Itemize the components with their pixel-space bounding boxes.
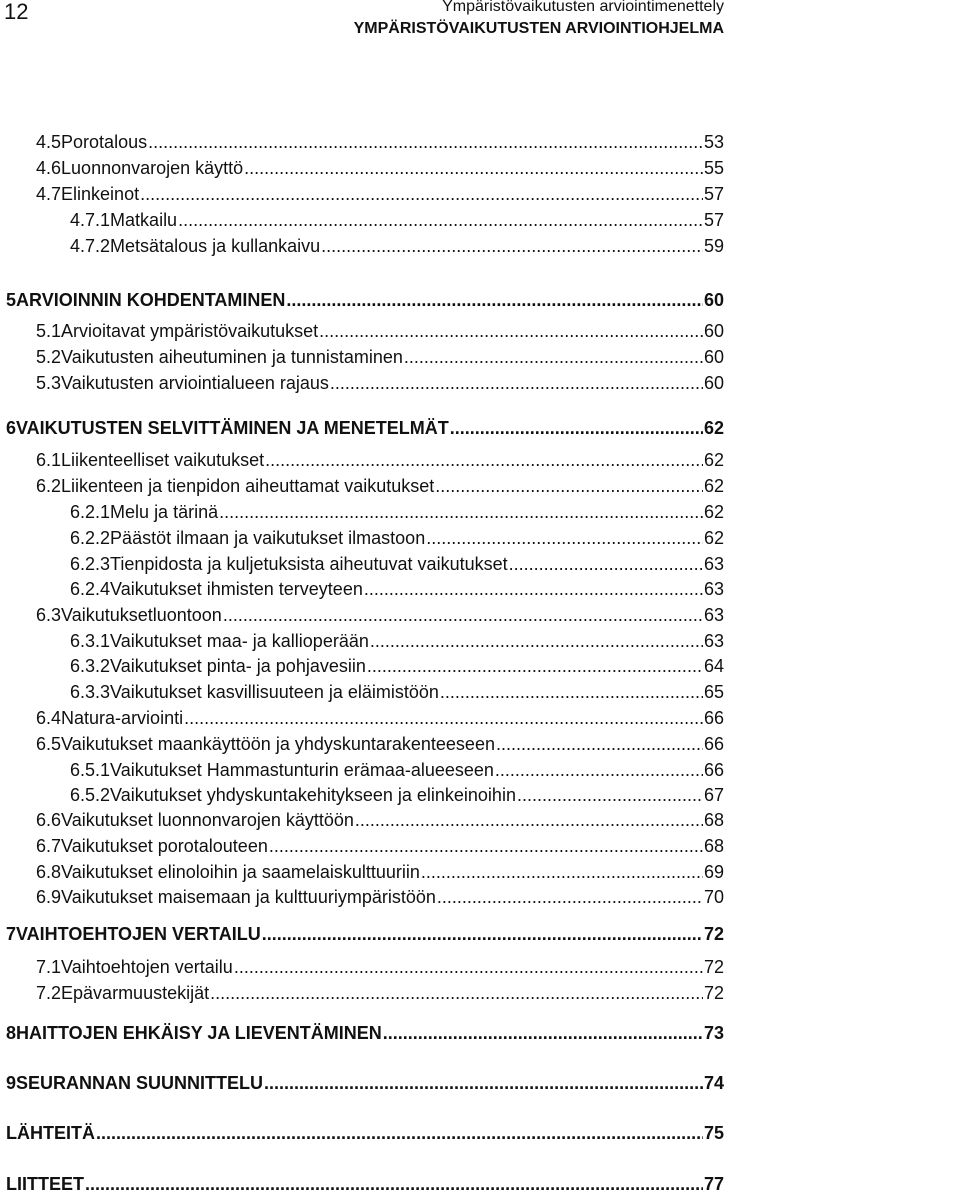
toc-entry-title: Vaikutukset porotalouteen [61,836,268,856]
toc-entry-page: 70 [703,887,724,907]
toc-entry-number: 5.3 [36,373,62,393]
toc-leader-dots [262,924,703,945]
toc-entry-title: Vaihtoehtojen vertailu [61,957,233,977]
toc-entry-number: 6.3 [36,605,62,625]
toc-leader-dots [435,476,703,497]
toc-entry[interactable] [70,502,724,528]
toc-leader-dots [85,1174,703,1195]
toc-entry[interactable] [70,579,724,605]
toc-entry-title: Liikenteen ja tienpidon aiheuttamat vaikutukset [61,476,435,496]
toc-entry-number: 7.2 [36,983,62,1003]
toc-entry-number: 6.2.3 [70,554,111,574]
toc-leader-dots [367,656,703,677]
toc-entry-page: 62 [703,418,724,438]
toc-entry[interactable] [70,760,724,786]
toc-entry-number: 6.4 [36,708,62,728]
toc-entry-title: Vaikutukset elinoloihin ja saamelaiskulttuuriin [61,862,420,882]
toc-entry-number: 6.5.1 [70,760,111,780]
toc-entry[interactable] [70,236,724,262]
toc-leader-dots [450,418,703,439]
toc-entry-page: 55 [703,158,724,178]
toc-entry-title: Melu ja tärinä [110,502,219,522]
toc-entry-page: 72 [703,957,724,977]
toc-entry-page: 72 [703,924,724,944]
toc-entry-number: 6 [6,418,17,438]
toc-entry-number: 6.2.2 [70,528,111,548]
toc-entry[interactable] [6,1023,724,1049]
toc-leader-dots [234,957,703,978]
toc-leader-dots [269,836,703,857]
toc-entry[interactable] [36,158,724,184]
toc-entry[interactable] [36,887,724,913]
toc-entry[interactable] [70,656,724,682]
toc-entry-number: 8 [6,1023,17,1043]
toc-leader-dots [178,210,703,231]
toc-entry-title: Natura-arviointi [61,708,184,728]
toc-entry-title: Porotalous [61,132,148,152]
toc-entry-page: 60 [703,347,724,367]
toc-entry-number: 9 [6,1073,17,1093]
toc-entry-page: 74 [703,1073,724,1093]
toc-entry[interactable] [36,957,724,983]
toc-entry[interactable] [36,810,724,836]
toc-entry-page: 77 [703,1174,724,1194]
toc-entry-number: 4.5 [36,132,62,152]
toc-entry-title: Päästöt ilmaan ja vaikutukset ilmastoon [110,528,426,548]
toc-entry-page: 60 [703,373,724,393]
toc-entry-page: 62 [703,476,724,496]
toc-entry-title: Vaikutukset kasvillisuuteen ja eläimistöön [110,682,439,702]
toc-entry[interactable] [36,184,724,210]
toc-entry-page: 66 [703,734,724,754]
toc-leader-dots [321,236,703,257]
toc-entry-title: Vaikutukset maa- ja kallioperään [110,631,369,651]
toc-leader-dots [364,579,703,600]
toc-entry-title: HAITTOJEN EHKÄISY JA LIEVENTÄMINEN [16,1023,382,1043]
toc-leader-dots [495,760,703,781]
toc-leader-dots [244,158,703,179]
toc-entry-number: 6.9 [36,887,62,907]
toc-entry-title: VAIKUTUSTEN SELVITTÄMINEN JA MENETELMÄT [16,418,449,438]
toc-entry-title: Vaikutusten arviointialueen rajaus [61,373,329,393]
toc-entry-title: Elinkeinot [61,184,140,204]
page-number: 12 [4,0,29,24]
toc-leader-dots [140,184,703,205]
toc-leader-dots [330,373,703,394]
toc-entry-number: 4.6 [36,158,62,178]
header-title: YMPÄRISTÖVAIKUTUSTEN ARVIOINTIOHJELMA [353,20,724,37]
toc-entry[interactable] [36,862,724,888]
toc-leader-dots [96,1123,703,1144]
toc-leader-dots [219,502,703,523]
toc-entry-title: SEURANNAN SUUNNITTELU [16,1073,264,1093]
toc-entry[interactable] [36,476,724,502]
toc-entry[interactable] [36,450,724,476]
toc-entry-page: 65 [703,682,724,702]
toc-entry-page: 66 [703,760,724,780]
toc-entry-page: 62 [703,450,724,470]
toc-entry-title: Vaikutukset maisemaan ja kulttuuriympäristöön [61,887,436,907]
toc-entry-page: 63 [703,579,724,599]
toc-entry-title: Liikenteelliset vaikutukset [61,450,265,470]
toc-entry-number: 6.8 [36,862,62,882]
toc-entry-title: Vaikutuksetluontoon [61,605,222,625]
toc-entry-title: Matkailu [110,210,178,230]
toc-entry[interactable] [70,528,724,554]
toc-entry-title: Epävarmuustekijät [61,983,210,1003]
toc-entry[interactable] [36,708,724,734]
toc-leader-dots [148,132,703,153]
toc-entry-number: 6.2.1 [70,502,111,522]
toc-entry[interactable] [70,210,724,236]
toc-entry[interactable] [70,682,724,708]
toc-entry-number: 4.7.1 [70,210,111,230]
toc-entry-title: Vaikutukset maankäyttöön ja yhdyskuntarakenteeseen [61,734,495,754]
toc-entry-title: Vaikutusten aiheutuminen ja tunnistaminen [61,347,403,367]
toc-entry[interactable] [6,924,724,950]
toc-entry-number: 6.2 [36,476,62,496]
toc-leader-dots [210,983,703,1004]
toc-entry-page: 60 [703,290,724,310]
toc-entry-page: 62 [703,528,724,548]
toc-entry[interactable] [6,1123,724,1149]
toc-entry-number: 6.2.4 [70,579,111,599]
toc-entry-title: VAIHTOEHTOJEN VERTAILU [16,924,261,944]
toc-entry-title: Vaikutukset ihmisten terveyteen [110,579,363,599]
toc-entry[interactable] [36,983,724,1009]
toc-entry[interactable] [36,132,724,158]
toc-entry-page: 72 [703,983,724,1003]
toc-leader-dots [184,708,703,729]
toc-entry-page: 64 [703,656,724,676]
toc-entry[interactable] [6,418,724,444]
toc-entry-number: 6.3.3 [70,682,111,702]
toc-entry-title: Vaikutukset luonnonvarojen käyttöön [61,810,354,830]
toc-entry[interactable] [70,785,724,811]
toc-entry-number: 5.1 [36,321,62,341]
toc-entry[interactable] [36,347,724,373]
toc-entry-title: LIITTEET [6,1174,84,1194]
toc-entry-page: 68 [703,836,724,856]
toc-entry-title: Vaikutukset yhdyskuntakehitykseen ja elinkeinoihin [110,785,516,805]
toc-entry-number: 6.5 [36,734,62,754]
toc-entry-number: 6.7 [36,836,62,856]
toc-entry-title: ARVIOINNIN KOHDENTAMINEN [16,290,286,310]
toc-entry-title: Luonnonvarojen käyttö [61,158,244,178]
toc-entry-number: 6.6 [36,810,62,830]
toc-leader-dots [426,528,703,549]
toc-entry-page: 62 [703,502,724,522]
toc-entry[interactable] [36,321,724,347]
toc-entry-page: 53 [703,132,724,152]
toc-entry[interactable] [6,290,724,316]
toc-entry-number: 7.1 [36,957,62,977]
toc-leader-dots [509,554,703,575]
toc-leader-dots [264,1073,703,1094]
toc-entry-title: LÄHTEITÄ [6,1123,95,1143]
toc-leader-dots [440,682,703,703]
toc-leader-dots [355,810,703,831]
toc-entry[interactable] [36,605,724,631]
toc-leader-dots [286,290,703,311]
toc-entry[interactable] [6,1174,724,1200]
toc-entry-number: 6.3.2 [70,656,111,676]
header-subtitle: Ympäristövaikutusten arviointimenettely [442,0,724,15]
toc-entry-page: 63 [703,631,724,651]
toc-leader-dots [496,734,703,755]
running-header [354,0,724,40]
toc-entry-number: 6.3.1 [70,631,111,651]
toc-leader-dots [437,887,703,908]
toc-entry-page: 75 [703,1123,724,1143]
toc-entry-title: Arvioitavat ympäristövaikutukset [61,321,319,341]
toc-entry[interactable] [6,1073,724,1099]
toc-entry-page: 73 [703,1023,724,1043]
toc-leader-dots [265,450,703,471]
toc-entry-number: 6.1 [36,450,62,470]
toc-entry-page: 68 [703,810,724,830]
toc-entry[interactable] [36,734,724,760]
toc-entry-title: Tienpidosta ja kuljetuksista aiheutuvat vaikutukset [110,554,508,574]
toc-entry-number: 5 [6,290,17,310]
toc-leader-dots [223,605,703,626]
toc-entry-page: 57 [703,210,724,230]
toc-leader-dots [517,785,703,806]
toc-entry-title: Vaikutukset pinta- ja pohjavesiin [110,656,366,676]
toc-entry[interactable] [36,373,724,399]
toc-entry-number: 5.2 [36,347,62,367]
toc-leader-dots [370,631,703,652]
toc-entry-number: 7 [6,924,17,944]
toc-entry-number: 4.7.2 [70,236,111,256]
toc-entry-page: 66 [703,708,724,728]
toc-entry-number: 4.7 [36,184,62,204]
toc-leader-dots [319,321,703,342]
toc-entry-title: Vaikutukset Hammastunturin erämaa-alueeseen [110,760,494,780]
toc-entry-page: 67 [703,785,724,805]
toc-entry[interactable] [70,554,724,580]
toc-entry-page: 63 [703,554,724,574]
toc-entry-page: 59 [703,236,724,256]
toc-entry-page: 69 [703,862,724,882]
toc-entry-page: 57 [703,184,724,204]
toc-entry-number: 6.5.2 [70,785,111,805]
toc-leader-dots [404,347,703,368]
toc-entry-title: Metsätalous ja kullankaivu [110,236,321,256]
toc-leader-dots [383,1023,703,1044]
toc-entry-page: 60 [703,321,724,341]
toc-leader-dots [421,862,703,883]
toc-entry-page: 63 [703,605,724,625]
toc-entry[interactable] [70,631,724,657]
toc-entry[interactable] [36,836,724,862]
